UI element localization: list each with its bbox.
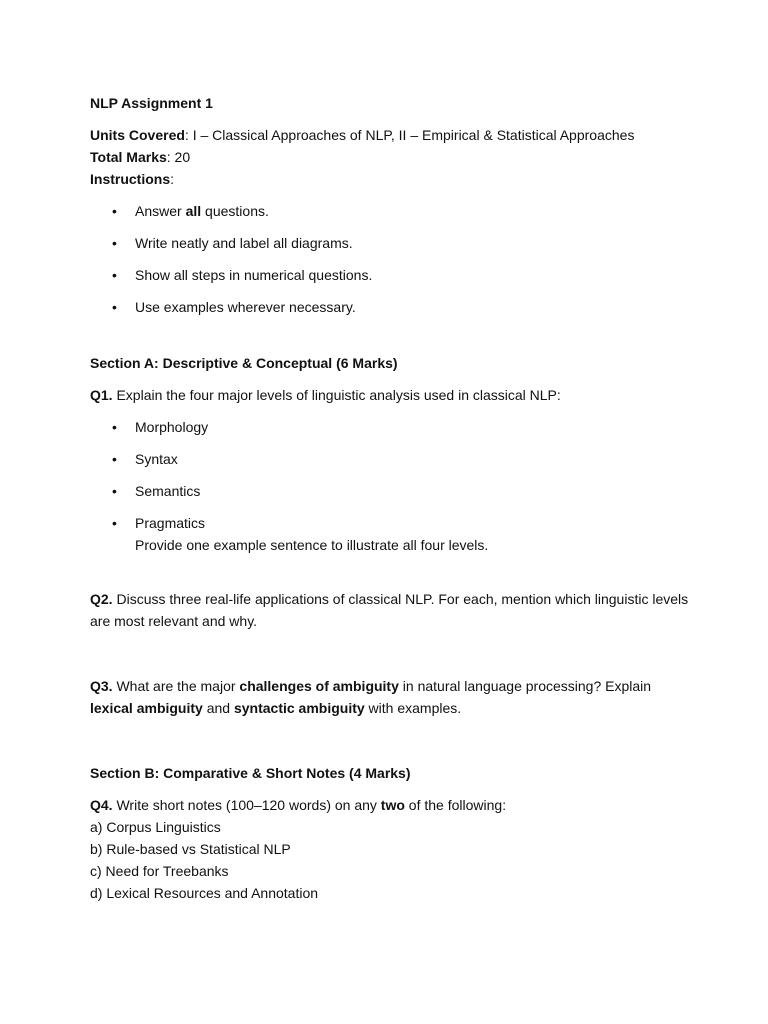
list-item: • Morphology <box>90 416 690 438</box>
q4-option-d: d) Lexical Resources and Annotation <box>90 885 319 901</box>
total-marks-label: Total Marks <box>90 149 167 165</box>
list-item: • Write neatly and label all diagrams. <box>90 232 690 254</box>
list-item: • Pragmatics Provide one example sentence to illustrate all four levels. <box>90 512 690 556</box>
document-title: NLP Assignment 1 <box>90 95 213 111</box>
section-b-heading: Section B: Comparative & Short Notes (4 Marks) <box>90 765 411 781</box>
total-marks-value: : 20 <box>166 149 191 165</box>
document-page <box>90 92 690 904</box>
question-2: Q2. Discuss three real-life applications of classical NLP. For each, mention which linguistic levels are most relevant and why. <box>90 591 689 629</box>
question-label: Q3. <box>90 678 113 694</box>
question-label: Q4. <box>90 797 113 813</box>
instructions-list <box>90 200 690 318</box>
q1-levels-list <box>90 416 690 556</box>
list-item: • Semantics <box>90 480 690 502</box>
list-item: • Use examples wherever necessary. <box>90 296 690 318</box>
units-covered-label: Units Covered <box>90 127 185 143</box>
list-item: • Show all steps in numerical questions. <box>90 264 690 286</box>
q4-option-a: a) Corpus Linguistics <box>90 819 221 835</box>
section-a-heading: Section A: Descriptive & Conceptual (6 Marks) <box>90 355 398 371</box>
units-covered-value: : I – Classical Approaches of NLP, II – Empirical & Statistical Approaches <box>184 127 635 143</box>
question-4: Q4. Write short notes (100–120 words) on any two of the following: <box>90 797 507 813</box>
list-item: • Answer all questions. <box>90 200 690 222</box>
instructions-label: Instructions <box>90 171 171 187</box>
question-label: Q2. <box>90 591 113 607</box>
q1-note: Provide one example sentence to illustrate all four levels. <box>135 537 489 553</box>
instructions-line: Instructions: <box>90 171 175 187</box>
question-label: Q1. <box>90 387 113 403</box>
q4-option-b: b) Rule-based vs Statistical NLP <box>90 841 291 857</box>
total-marks-line <box>90 146 690 168</box>
question-3: Q3. What are the major challenges of ambiguity in natural language processing? Explain lexical ambiguity and syntactic ambiguity with examples. <box>90 678 652 716</box>
list-item: • Syntax <box>90 448 690 470</box>
units-covered-line <box>90 124 690 146</box>
question-1: Q1. Explain the four major levels of linguistic analysis used in classical NLP: <box>90 387 561 403</box>
q4-option-c: c) Need for Treebanks <box>90 863 229 879</box>
